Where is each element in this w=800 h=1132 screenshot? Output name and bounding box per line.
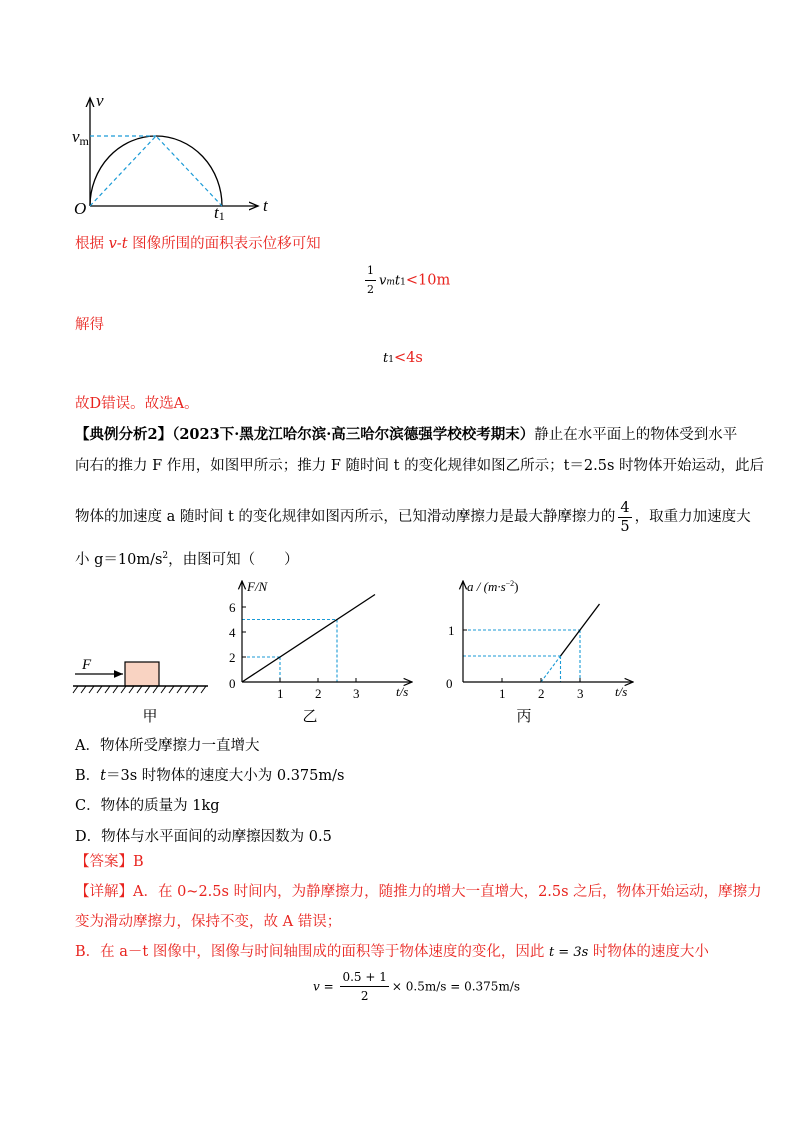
yi-xtick-label-0: 1 — [277, 686, 284, 701]
yi-ticks — [229, 600, 360, 701]
yi-force-line — [242, 595, 375, 683]
option-b: B．t＝3s 时物体的速度大小为 0.375m/s — [75, 768, 345, 784]
bing-dashed-extension — [541, 656, 561, 682]
bing-xtick-label-0: 1 — [499, 686, 506, 701]
vt-graph — [70, 90, 290, 225]
fig-jia — [70, 655, 215, 725]
sol1-line1: 根据 v-t 图像所围的面积表示位移可知 — [75, 236, 321, 252]
sol1-jiede: 解得 — [75, 317, 104, 333]
bing-x-axis-label: t/s — [615, 684, 628, 699]
sol1-eq1: $\frac{1}{2}$ vmt1<10m — [367, 264, 451, 296]
sol1-eq2: t1<4s — [383, 350, 423, 366]
vt-v-label: v — [96, 91, 104, 110]
problem-line2: 向右的推力 F 作用，如图甲所示；推力 F 随时间 t 的变化规律如图乙所示；t＝2.5s 时物体开始运动，此后 — [75, 458, 765, 474]
vt-vm-label: vm — [72, 127, 89, 148]
detail-equation: v = $\frac{0.5 + 1}{2}$ × 0.5m/s = 0.375m/s — [313, 970, 521, 1003]
yi-xtick-label-1: 2 — [315, 686, 322, 701]
yi-y-axis-label: F/N — [247, 579, 268, 594]
detail-line2: 变为滑动摩擦力，保持不变，故 A 错误； — [75, 914, 342, 930]
detail-line1: 【详解】A．在 0~2.5s 时间内，为静摩擦力，随推力的增大一直增大，2.5s 之后，物体开始运动，摩擦力 — [75, 884, 762, 900]
option-a: A．物体所受摩擦力一直增大 — [75, 738, 260, 754]
force-label: F — [82, 657, 92, 673]
problem-line1: 【典例分析2】（2023下·黑龙江哈尔滨·高三哈尔滨德强学校校考期末）静止在水平面上的物体受到水平 — [75, 426, 738, 443]
vt-origin-label: O — [74, 199, 87, 218]
bing-xtick-label-2: 3 — [577, 686, 584, 701]
fig-yi — [220, 575, 420, 730]
yi-x-axis-label: t/s — [396, 684, 409, 699]
fig-bing-caption: 丙 — [516, 709, 532, 725]
bing-guides — [463, 630, 580, 682]
yi-ytick-label-2: 6 — [229, 600, 236, 615]
ground-hatch — [73, 686, 206, 693]
yi-origin: 0 — [229, 676, 236, 691]
fig-yi-caption: 乙 — [302, 709, 318, 725]
option-c: C．物体的质量为 1kg — [75, 798, 220, 814]
vt-t-label: t — [263, 196, 268, 215]
bing-accel-line — [561, 604, 600, 656]
bing-ytick-label-0: 1 — [448, 623, 455, 638]
detail-line3: B．在 a－t 图像中，图像与时间轴围成的面积等于物体速度的变化，因此 t = 3s 时物体的速度大小 — [75, 944, 709, 960]
bing-origin: 0 — [446, 676, 453, 691]
block — [125, 662, 159, 686]
yi-ytick-label-0: 2 — [229, 650, 236, 665]
yi-xtick-label-2: 3 — [353, 686, 360, 701]
vt-semicircle — [90, 136, 222, 206]
bing-xtick-label-1: 2 — [538, 686, 545, 701]
fig-bing — [440, 575, 640, 730]
yi-ytick-label-1: 4 — [229, 625, 236, 640]
option-d: D．物体与水平面间的动摩擦因数为 0.5 — [75, 829, 332, 845]
sol1-conclusion: 故D错误。故选A。 — [75, 396, 199, 412]
problem-line3: 物体的加速度 a 随时间 t 的变化规律如图丙所示，已知滑动摩擦力是最大静摩擦力的 $\frac{4}{5}$ ，取重力加速度大 — [75, 499, 751, 535]
vt-t1-label: t1 — [214, 203, 225, 223]
answer-line: 【答案】B — [75, 854, 144, 870]
bing-y-axis-label: $a / (m\cdot s^{-2})$ — [467, 579, 519, 594]
problem-tag: 【典例分析2】（2023下·黑龙江哈尔滨·高三哈尔滨德强学校校考期末） — [75, 426, 535, 443]
vt-triangle — [90, 136, 222, 206]
bing-ticks — [448, 623, 584, 701]
fig-jia-caption: 甲 — [142, 709, 158, 725]
problem-line4: 小 $g=10m/s^2$，由图可知（ ） — [75, 551, 299, 568]
